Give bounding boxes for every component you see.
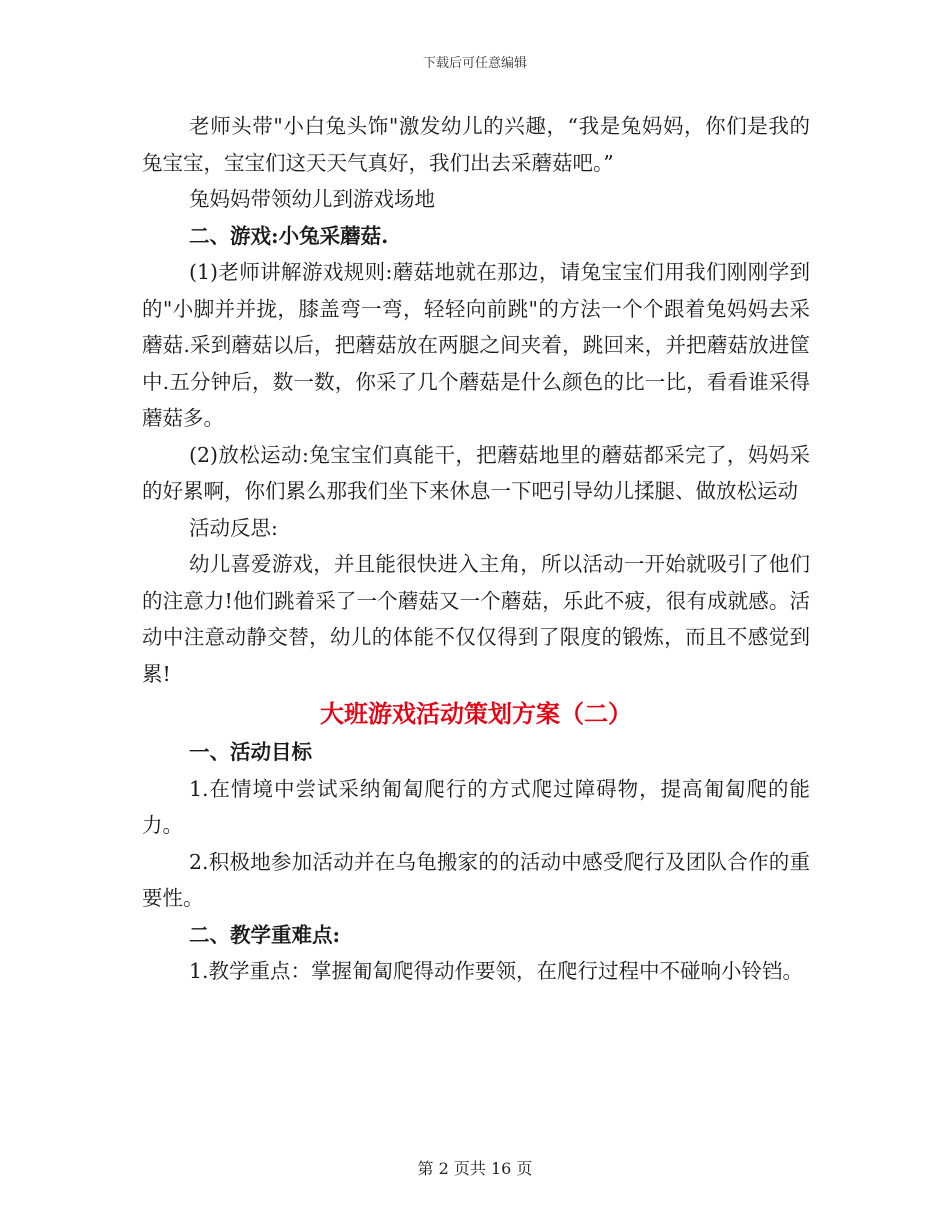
paragraph-lead-to-field: 兔妈妈带领幼儿到游戏场地 bbox=[189, 187, 435, 211]
label-reflection: 活动反思: bbox=[189, 515, 278, 540]
section-title: 大班游戏活动策划方案（二） bbox=[320, 699, 632, 728]
paragraph-relax: (2)放松运动:兔宝宝们真能干，把蘑菇地里的蘑菇都采完了，妈妈采的好累啊，你们累么那我们坐下来休息一下吧引导幼儿揉腿、做放松运动 bbox=[142, 442, 810, 503]
key-point-1: 1.教学重点：掌握匍匐爬得动作要领，在爬行过程中不碰响小铃铛。 bbox=[189, 959, 804, 983]
paragraph-rules: (1)老师讲解游戏规则:蘑菇地就在那边，请兔宝宝们用我们刚刚学到的"小脚并并拢，膝盖弯一弯，轻轻向前跳"的方法一个个跟着兔妈妈去采蘑菇.采到蘑菇以后，把蘑菇放在两腿之间夹着，跳回来，并把蘑菇放进筐中.五分钟后，数一数，你采了几个蘑菇是什么颜色的比一比，看看谁采得蘑菇多。 bbox=[142, 260, 810, 430]
document-body bbox=[142, 108, 810, 990]
paragraph-intro: 老师头带"小白兔头饰"激发幼儿的兴趣，“我是兔妈妈，你们是我的兔宝宝，宝宝们这天天气真好，我们出去采蘑菇吧。” bbox=[142, 114, 810, 175]
heading-key-points: 二、教学重难点: bbox=[189, 922, 341, 947]
page-footer: 第 2 页共 16 页 bbox=[417, 1159, 533, 1178]
objective-1: 1.在情境中尝试采纳匍匐爬行的方式爬过障碍物，提高匍匐爬的能力。 bbox=[142, 776, 810, 837]
objective-2: 2.积极地参加活动并在乌龟搬家的的活动中感受爬行及团队合作的重要性。 bbox=[142, 849, 810, 910]
heading-game: 二、游戏:小兔采蘑菇. bbox=[189, 223, 389, 248]
page-header: 下载后可任意编辑 bbox=[422, 56, 527, 71]
paragraph-reflection: 幼儿喜爱游戏，并且能很快进入主角，所以活动一开始就吸引了他们的注意力!他们跳着采了一个蘑菇又一个蘑菇，乐此不疲，很有成就感。活动中注意动静交替，幼儿的体能不仅仅得到了限度的锻炼，而且不感觉到累! bbox=[142, 552, 810, 686]
heading-objectives: 一、活动目标 bbox=[189, 740, 312, 764]
